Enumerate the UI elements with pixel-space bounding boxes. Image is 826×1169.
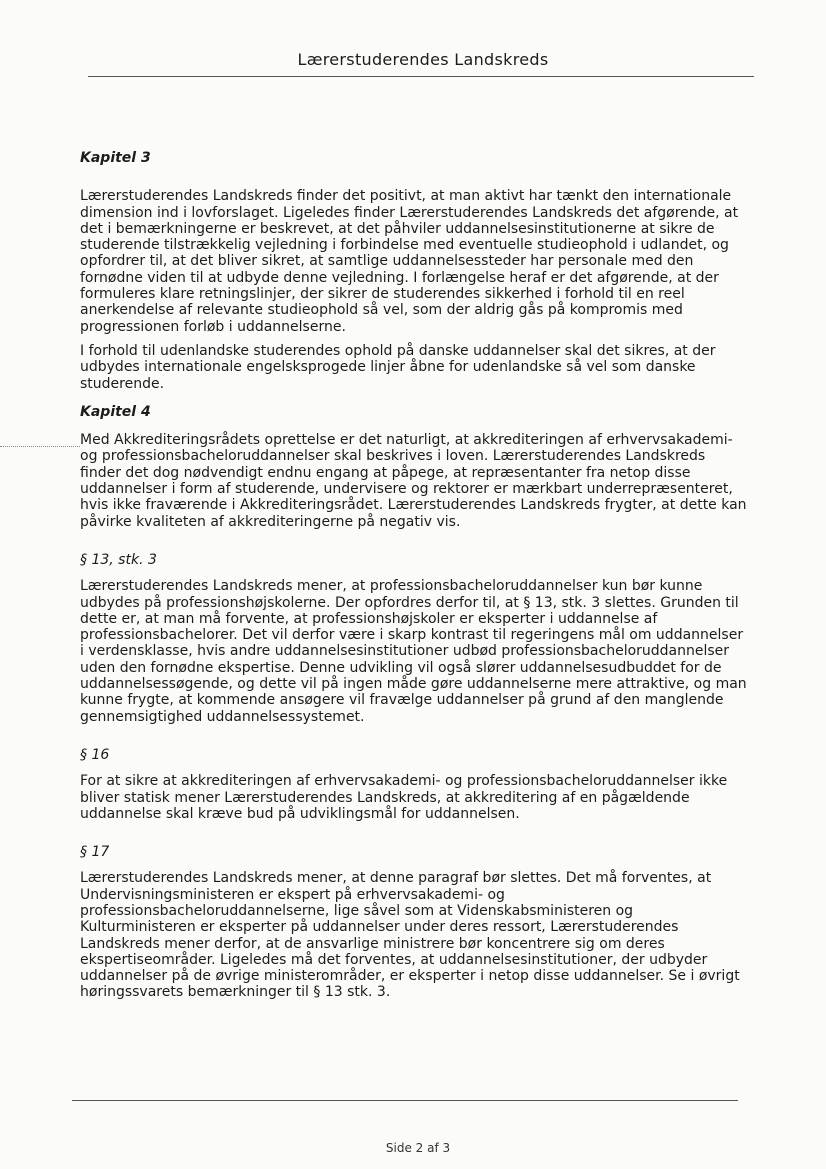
paragraph: Lærerstuderendes Landskreds mener, at denne paragraf bør slettes. Det må forventes, at Undervisningsministeren er ekspert på erhvervsakademi- og professionsbacheloruddannelserne, lige såvel som at Videnskabsministeren og Kulturministeren er eksperter på uddannelser under deres ressort, Lærerstuderendes Landskreds mener derfor, at de ansvarlige ministrere bør koncentrere sig om deres ekspertiseområder. Ligeledes må det forventes, at uddannelsesinstitutioner, der udbyder uddannelser på de øvrige ministerområder, er eksperter i netop disse uddannelser. Se i øvrigt høringssvarets bemærkninger til § 13 stk. 3. xyxy=(80,870,740,1001)
scan-artifact-line xyxy=(0,446,80,447)
section-heading-paragraph-17: § 17 xyxy=(80,844,110,861)
footer-rule xyxy=(72,1100,738,1101)
section-heading-kapitel-3: Kapitel 3 xyxy=(80,150,151,166)
paragraph: Lærerstuderendes Landskreds finder det positivt, at man aktivt har tænkt den internationale dimension ind i lovforslaget. Ligeledes finder Lærerstuderendes Landskreds det afgørende, at det i bemærkningerne er beskrevet, at det påhviler uddannelsesinstitutionerne at sikre de studerende tilstrækkelig vejledning i forbindelse med eventuelle studieophold i udlandet, og opfordrer til, at det bliver sikret, at samtlige uddannelsessteder har personale med den fornødne viden til at udbyde denne vejledning. I forlængelse heraf er det afgørende, at der formuleres klare retningslinjer, der sikrer de studerendes sikkerhed i forhold til en reel anerkendelse af relevante studieophold så vel, som der aldrig gås på kompromis med progressionen forløb i uddannelserne. xyxy=(80,188,739,335)
header-rule xyxy=(88,76,754,77)
paragraph: For at sikre at akkrediteringen af erhvervsakademi- og professionsbacheloruddannelser ikke bliver statisk mener Lærerstuderendes Landskreds, at akkreditering af en pågældende uddannelse skal kræve bud på udviklingsmål for uddannelsen. xyxy=(80,773,728,822)
paragraph: Med Akkrediteringsrådets oprettelse er det naturligt, at akkrediteringen af erhvervsakademi- og professionsbacheloruddannelser skal beskrives i loven. Lærerstuderendes Landskreds finder det dog nødvendigt endnu engang at påpege, at repræsentanter fra netop disse uddannelser i form af studerende, undervisere og rektorer er mærkbart underrepræsenteret, hvis ikke fraværende i Akkrediteringsrådet. Lærerstuderendes Landskreds frygter, at dette kan påvirke kvaliteten af akkrediteringerne på negativ vis. xyxy=(80,432,747,530)
section-heading-paragraph-16: § 16 xyxy=(80,746,110,763)
letterhead-title: Lærerstuderendes Landskreds xyxy=(297,50,549,69)
section-heading-paragraph-13: § 13, stk. 3 xyxy=(80,551,157,568)
paragraph: Lærerstuderendes Landskreds mener, at professionsbacheloruddannelser kun bør kunne udbydes på professionshøjskolerne. Der opfordres derfor til, at § 13, stk. 3 slettes. Grunden til dette er, at man må forvente, at professionshøjskoler er eksperter i uddannelse af professionsbachelorer. Det vil derfor være i skarp kontrast til regeringens mål om uddannelser i verdensklasse, hvis andre uddannelsesinstitutioner udbød professionsbacheloruddannelser uden den fornødne ekspertise. Denne udvikling vil også slører uddannelsesudbuddet for de uddannelsessøgende, og dette vil på ingen måde gøre uddannelserne mere attraktive, og man kunne frygte, at kommende ansøgere vil fravælge uddannelser på grund af den manglende gennemsigtighed uddannelsessystemet. xyxy=(80,578,747,725)
document-body xyxy=(80,150,750,1013)
section-heading-kapitel-4: Kapitel 4 xyxy=(80,403,151,420)
paragraph: I forhold til udenlandske studerendes ophold på danske uddannelser skal det sikres, at der udbydes internationale engelsksprogede linjer åbne for udenlandske så vel som danske studerende. xyxy=(80,342,716,392)
page-number: Side 2 af 3 xyxy=(385,1141,451,1155)
